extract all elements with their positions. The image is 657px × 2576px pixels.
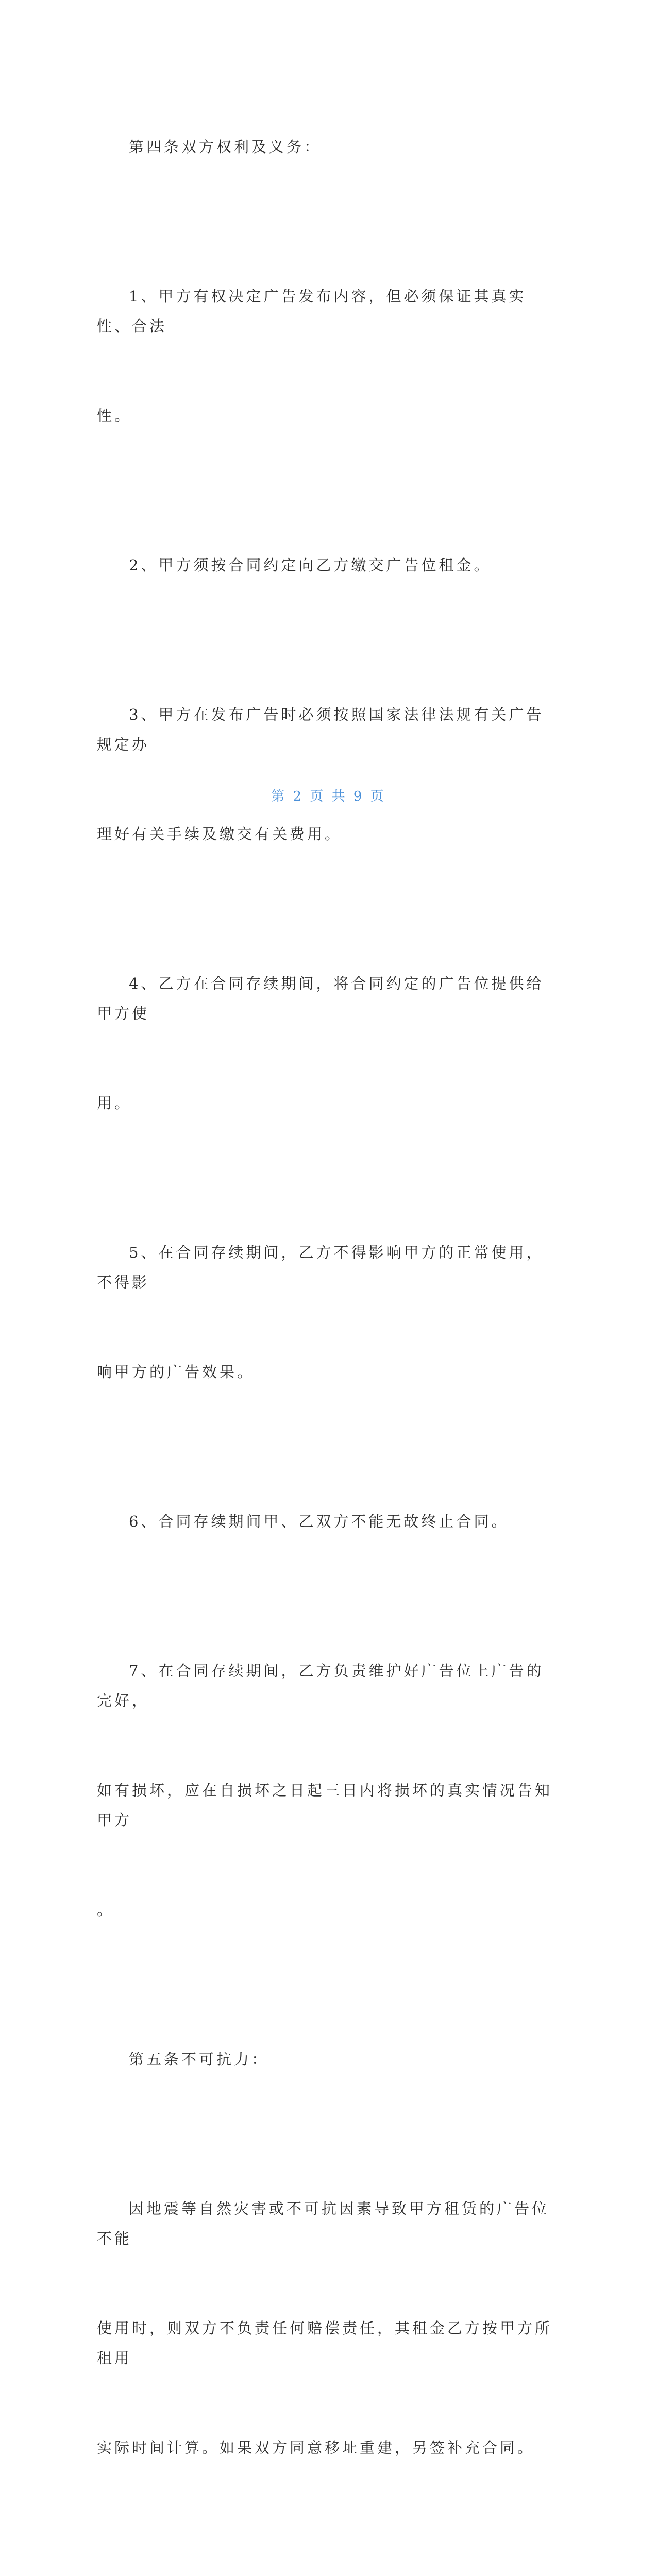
text-line: 。 [97,1901,115,1919]
text-line: 5、在合同存续期间，乙方不得影响甲方的正常使用，不得影 [97,1244,544,1291]
text-line: 6、合同存续期间甲、乙双方不能无故终止合同。 [129,1513,509,1530]
text-line: 如有损坏，应在自损坏之日起三日内将损坏的真实情况告知甲方 [97,1782,553,1829]
text-line: 第五条不可抗力： [129,2050,269,2068]
clause-2 [97,490,561,640]
clause-3 [97,640,561,909]
text-line: 2、甲方须按合同约定向乙方缴交广告位租金。 [129,556,492,574]
article-6-heading [97,2522,561,2576]
text-line: 实际时间计算。如果双方同意移址重建，另签补充合同。 [97,2439,535,2456]
text-line: 性。 [97,407,132,425]
footer-middle: 页 共 [310,789,347,804]
clause-7 [97,1596,561,1985]
clause-5 [97,1178,561,1447]
total-page-count: 9 [353,789,364,804]
document-body [97,72,561,2576]
text-line: 3、甲方在发布广告时必须按照国家法律法规有关广告规定办 [97,706,544,753]
article-5-body [97,2134,561,2522]
text-line: 理好有关手续及缴交有关费用。 [97,825,343,843]
footer-prefix: 第 [271,789,287,804]
article-5-heading [97,1985,561,2134]
clause-1 [97,222,561,490]
clause-6 [97,1447,561,1596]
clause-4 [97,909,561,1178]
footer-suffix: 页 [370,789,386,804]
text-line: 第四条双方权利及义务： [129,138,322,156]
text-line: 4、乙方在合同存续期间，将合同约定的广告位提供给甲方使 [97,975,544,1022]
text-line: 用。 [97,1094,132,1112]
text-line: 响甲方的广告效果。 [97,1363,255,1381]
text-line: 7、在合同存续期间，乙方负责维护好广告位上广告的完好， [97,1662,544,1709]
article-4-heading [97,72,561,222]
text-line: 1、甲方有权决定广告发布内容，但必须保证其真实性、合法 [97,287,527,335]
text-line: 因地震等自然灾害或不可抗因素导致甲方租赁的广告位不能 [97,2200,550,2247]
current-page-number: 2 [293,789,304,804]
page-footer [0,786,657,805]
text-line: 使用时，则双方不负责任何赔偿责任，其租金乙方按甲方所租用 [97,2319,553,2367]
